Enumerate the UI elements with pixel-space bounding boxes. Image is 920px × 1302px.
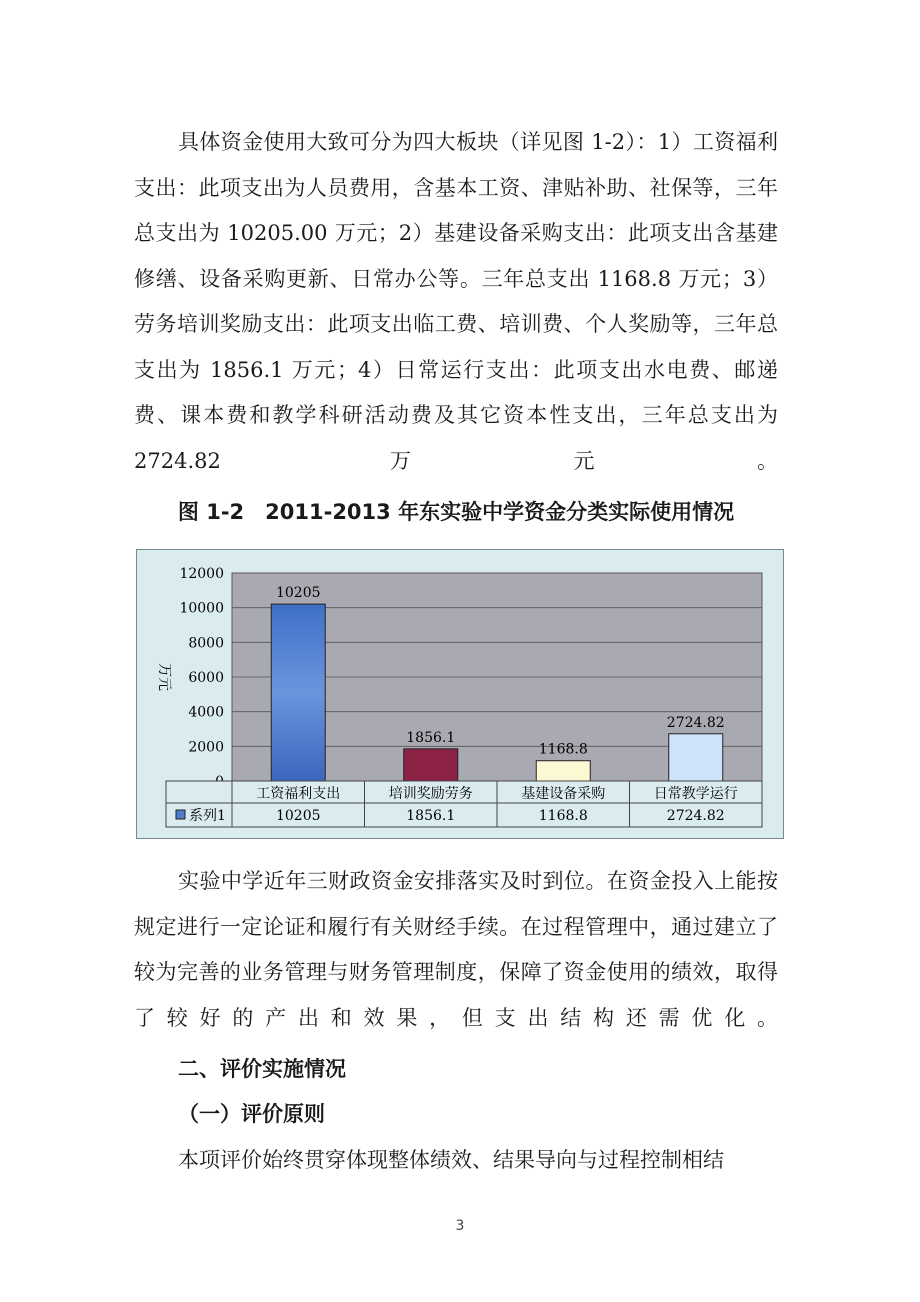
y-tick-label: 8000 (188, 635, 224, 652)
bar-4 (669, 734, 723, 781)
y-axis-label: 万元 (156, 663, 172, 691)
paragraph-evaluation-principle: 本项评价始终贯穿体现整体绩效、结果导向与过程控制相结 (178, 1148, 724, 1172)
bar-value-label: 2724.82 (666, 714, 725, 731)
category-label: 基建设备采购 (521, 786, 606, 802)
data-table-value: 2724.82 (666, 808, 725, 824)
figure-caption: 图 1-2 2011-2013 年东实验中学资金分类实际使用情况 (177, 500, 735, 524)
expenditure-bar-chart (136, 549, 784, 839)
subsection-heading: （一）评价原则 (178, 1102, 325, 1126)
data-table-value: 1168.8 (538, 808, 588, 824)
y-tick-label: 10000 (179, 600, 224, 617)
y-tick-label: 2000 (188, 739, 224, 756)
bar-3 (536, 761, 590, 781)
paragraph-fund-management: 实验中学近年三财政资金安排落实及时到位。在资金投入上能按规定进行一定论证和履行有关财经手续。在过程管理中，通过建立了较为完善的业务管理与财务管理制度，保障了资金使用的绩效，取得了较好的产出和效果，但支出结构还需优化。 (134, 869, 778, 1030)
category-label: 日常教学运行 (653, 786, 738, 802)
page-number: 3 (455, 1218, 465, 1234)
y-tick-label: 12000 (179, 566, 224, 582)
bar-value-label: 10205 (275, 585, 321, 602)
data-table-value: 10205 (275, 808, 321, 824)
y-tick-label: 6000 (188, 670, 224, 686)
data-table-value: 1856.1 (406, 808, 456, 824)
y-tick-label: 4000 (188, 704, 224, 721)
bar-1 (271, 604, 325, 781)
category-label: 工资福利支出 (256, 786, 341, 802)
paragraph-fund-usage: 具体资金使用大致可分为四大板块（详见图 1-2）：1）工资福利支出：此项支出为人员费用，含基本工资、津贴补助、社保等，三年总支出为 10205.00 万元；2）基建设备采购支出：此项支出含基建修缮、设备采购更新、日常办公等。三年总支出 1168.8 万元；3）劳务培训奖励支出：此项支出临工费、培训费、个人奖励等，三年总支出为 1856.1 万元；4）日常运行支出：此项支出水电费、邮递费、课本费和教学科研活动费及其它资本性支出，三年总支出为 2724.82 万元。 (134, 130, 778, 473)
legend-series-name: 系列1 (189, 808, 226, 824)
category-label: 培训奖励劳务 (388, 786, 473, 802)
legend-swatch-icon (176, 810, 185, 819)
bar-value-label: 1856.1 (406, 729, 456, 746)
bar-value-label: 1168.8 (538, 741, 588, 758)
bar-2 (404, 749, 458, 781)
section-heading: 二、评价实施情况 (178, 1057, 346, 1081)
